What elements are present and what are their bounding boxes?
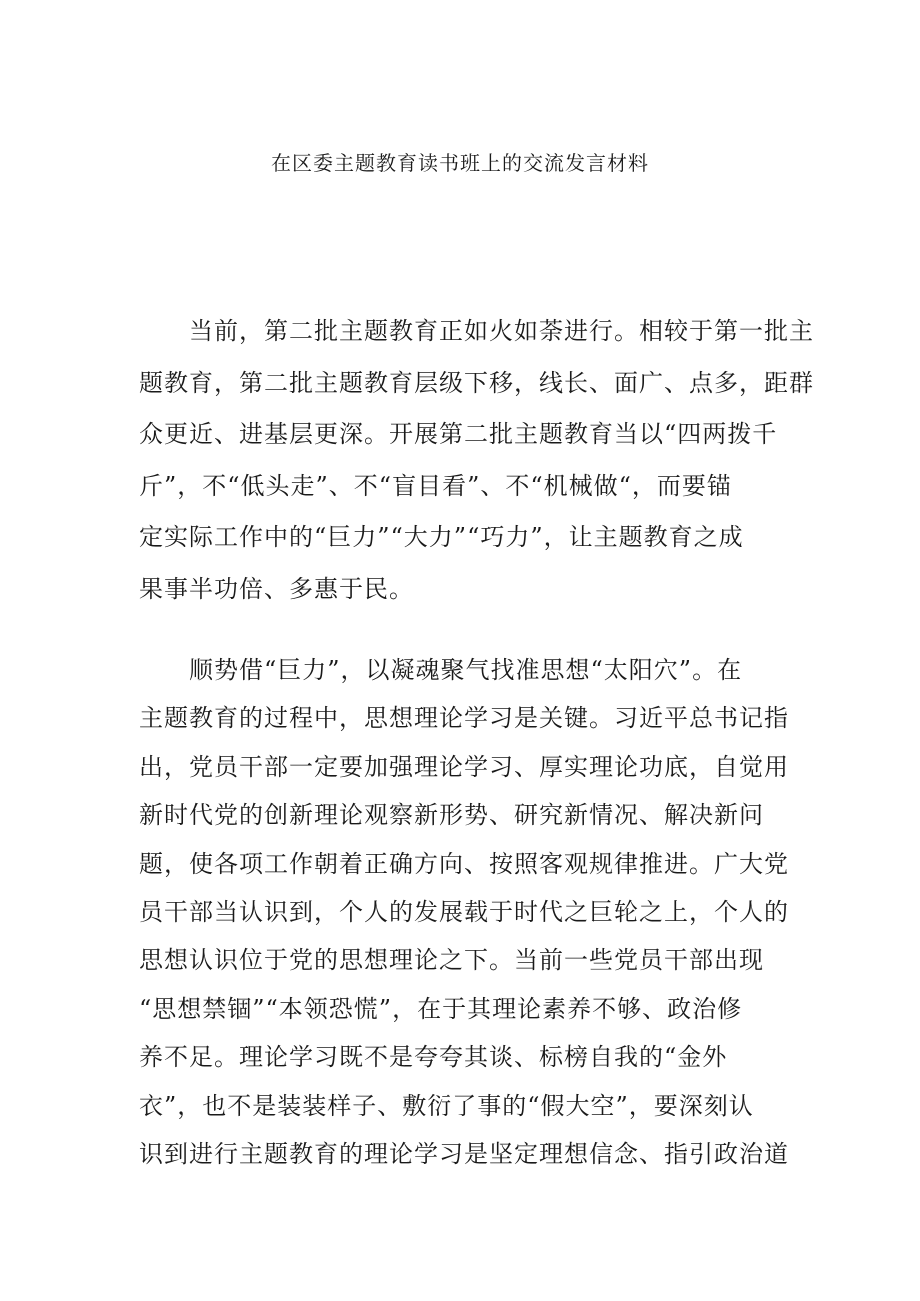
paragraph-line: 众更近、进基层更深。开展第二批主题教育当以“四两拨千 [139,420,778,448]
paragraph-line: 出，党员干部一定要加强理论学习、厚实理论功底，自觉用 [139,752,789,781]
paragraph-line: 新时代党的创新理论观察新形势、研究新情况、解决新问 [139,801,764,830]
paragraph-line: 定实际工作中的“巨力”“大力”“巧力”，让主题教育之成 [139,523,744,551]
paragraph-line: 思想认识位于党的思想理论之下。当前一些党员干部出现 [139,946,764,975]
paragraph-line: 衣”，也不是装装样子、敷衍了事的“假大空”，要深刻认 [139,1091,754,1120]
paragraph-line: 题教育，第二批主题教育层级下移，线长、面广、点多，距群 [139,368,814,397]
paragraph-section-1 [139,646,789,1178]
document-title: 在区委主题教育读书班上的交流发言材料 [271,151,649,175]
paragraph-line: 斤”，不“低头走”、不“盲目看”、不“机械做“，而要锚 [139,471,732,500]
paragraph-line: “思想禁锢”“本领恐慌”，在于其理论素养不够、政治修 [139,994,743,1023]
paragraph-line: 员干部当认识到，个人的发展载于时代之巨轮之上，个人的 [139,898,789,927]
paragraph-line: 当前，第二批主题教育正如火如荼进行。相较于第一批主 [139,317,814,345]
paragraph-line: 题，使各项工作朝着正确方向、按照客观规律推进。广大党 [139,849,789,878]
paragraph-line: 识到进行主题教育的理论学习是坚定理想信念、指引政治道 [139,1140,789,1169]
paragraph-line: 果事半功倍、多惠于民。 [139,574,414,603]
paragraph-line: 顺势借“巨力”，以凝魂聚气找准思想“太阳穴”。在 [139,656,743,684]
paragraph-intro [139,306,814,615]
paragraph-line: 养不足。理论学习既不是夸夸其谈、标榜自我的“金外 [139,1043,728,1072]
paragraph-line: 主题教育的过程中，思想理论学习是关键。习近平总书记指 [139,704,789,733]
